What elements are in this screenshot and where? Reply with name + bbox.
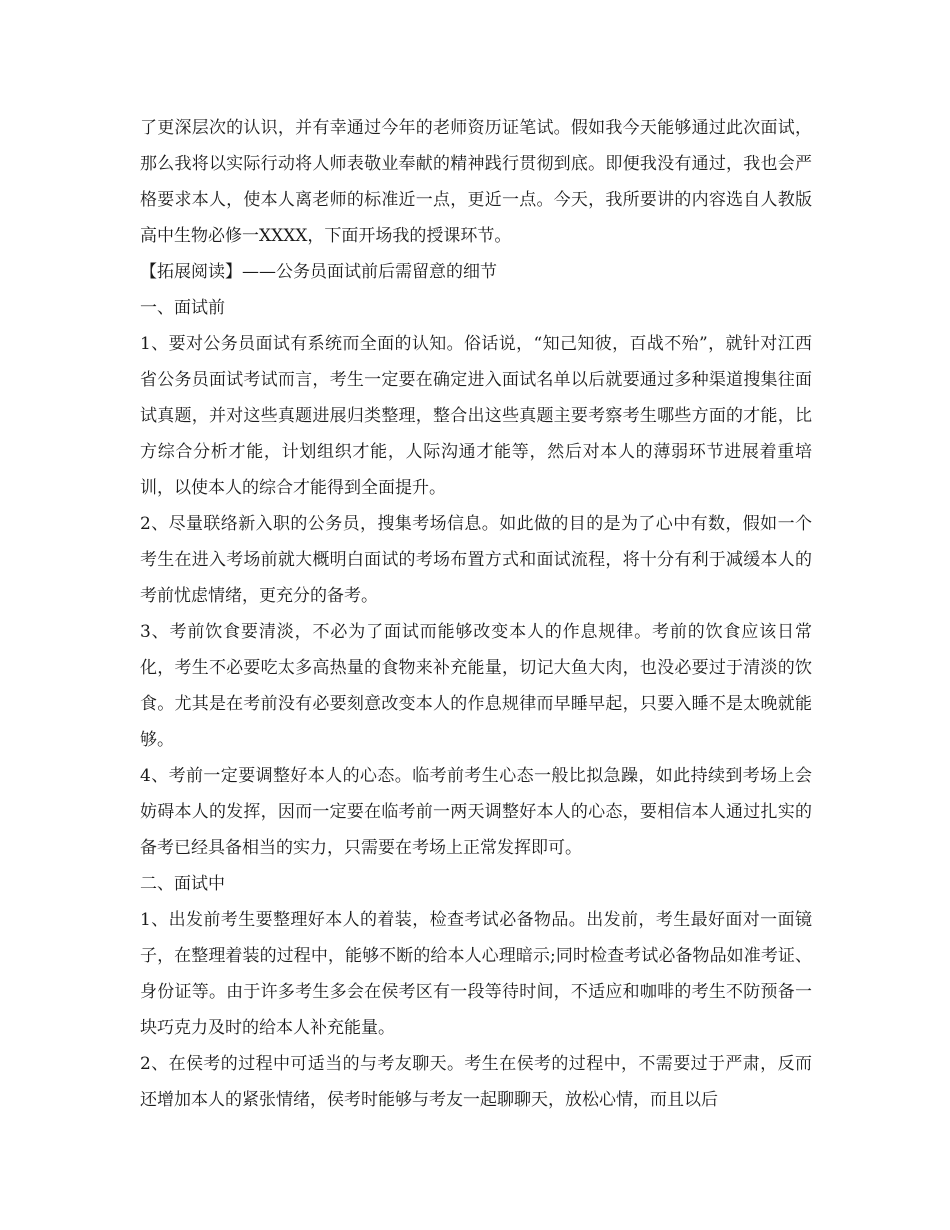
paragraph-during-1: 1、出发前考生要整理好本人的着装，检查考试必备物品。出发前，考生最好面对一面镜子，在整理着装的过程中，能够不断的给本人心理暗示;同时检查考试必备物品如准考证、身份证等。由于许多考生多会在侯考区有一段等待时间，不适应和咖啡的考生不防预备一块巧克力及时的给本人补充能量。 xyxy=(140,910,812,1038)
paragraph-during-2: 2、在侯考的过程中可适当的与考友聊天。考生在侯考的过程中，不需要过于严肃，反而还增加本人的紧张情绪，侯考时能够与考友一起聊聊天，放松心情，而且以后 xyxy=(140,1054,812,1110)
subheading-before-interview: 一、面试前 xyxy=(140,298,225,318)
paragraph-before-1: 1、要对公务员面试有系统而全面的认知。俗话说，“知己知彼，百战不殆”，就针对江西省公务员面试考试而言，考生一定要在确定进入面试名单以后就要通过多种渠道搜集往面试真题，并对这些真题进展归类整理，整合出这些真题主要考察考生哪些方面的才能，比方综合分析才能，计划组织才能，人际沟通才能等，然后对本人的薄弱环节进展着重培训，以使本人的综合才能得到全面提升。 xyxy=(140,334,812,498)
subheading-during-interview: 二、面试中 xyxy=(140,874,225,894)
paragraph-before-3: 3、考前饮食要清淡，不必为了面试而能够改变本人的作息规律。考前的饮食应该日常化，考生不必要吃太多高热量的食物来补充能量，切记大鱼大肉，也没必要过于清淡的饮食。尤其是在考前没有必要刻意改变本人的作息规律而早睡早起，只要入睡不是太晚就能够。 xyxy=(140,622,812,750)
paragraph-intro: 了更深层次的认识，并有幸通过今年的老师资历证笔试。假如我今天能够通过此次面试，那么我将以实际行动将人师表敬业奉献的精神践行贯彻到底。即便我没有通过，我也会严格要求本人，使本人离老师的标准近一点，更近一点。今天，我所要讲的内容选自人教版高中生物必修一XXXX，下面开场我的授课环节。 xyxy=(140,118,812,246)
document-body xyxy=(140,110,812,1118)
paragraph-before-2: 2、尽量联络新入职的公务员，搜集考场信息。如此做的目的是为了心中有数，假如一个考生在进入考场前就大概明白面试的考场布置方式和面试流程，将十分有利于减缓本人的考前忧虑情绪，更充分的备考。 xyxy=(140,514,812,606)
section-heading-extended-reading: 【拓展阅读】——公务员面试前后需留意的细节 xyxy=(140,262,497,282)
paragraph-before-4: 4、考前一定要调整好本人的心态。临考前考生心态一般比拟急躁，如此持续到考场上会妨碍本人的发挥，因而一定要在临考前一两天调整好本人的心态，要相信本人通过扎实的备考已经具备相当的实力，只需要在考场上正常发挥即可。 xyxy=(140,766,812,858)
